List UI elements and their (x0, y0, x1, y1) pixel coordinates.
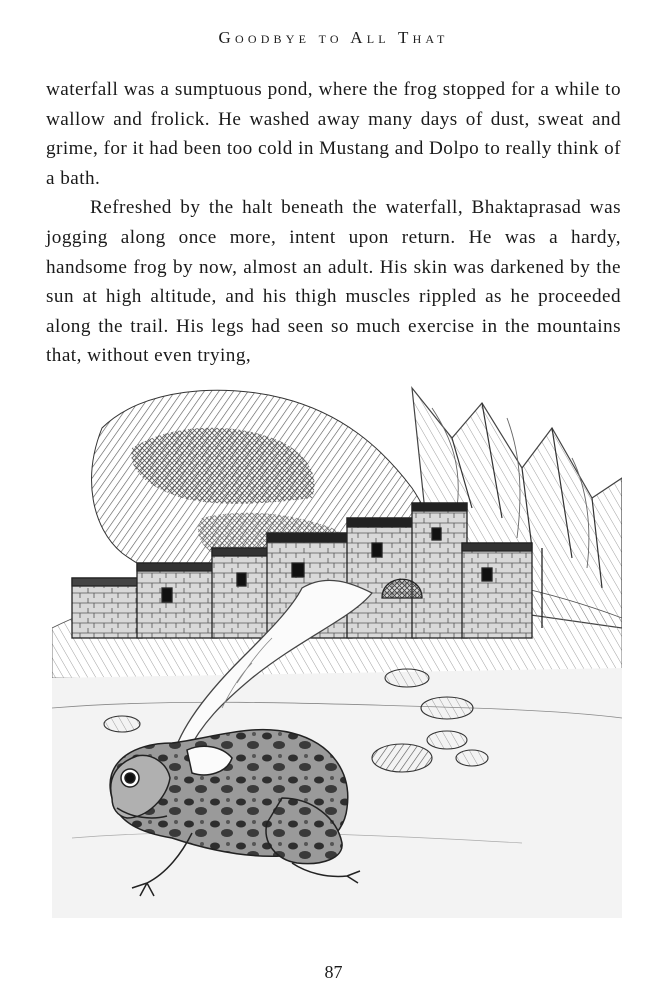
page-number: 87 (324, 962, 343, 982)
paragraph: Refreshed by the halt beneath the waterfall, Bhaktaprasad was jogging along once more, intent upon return. He was a hardy, handsome frog by now, almost an adult. His skin was darkened by the sun at high altitude, and his thigh muscles rippled as he proceeded along the trail. His legs had seen so much exercise in the mountains that, without even trying, (46, 197, 621, 367)
illustration-frog-village (52, 378, 622, 918)
body-text (46, 75, 621, 371)
running-head: Goodbye to All That (218, 28, 449, 47)
paragraph-continued: waterfall was a sumptuous pond, where the frog stopped for a while to wallow and frolick. He washed away many days of dust, sweat and grime, for it had been too cold in Mustang and Dolpo to really think of a bath. (46, 79, 621, 189)
